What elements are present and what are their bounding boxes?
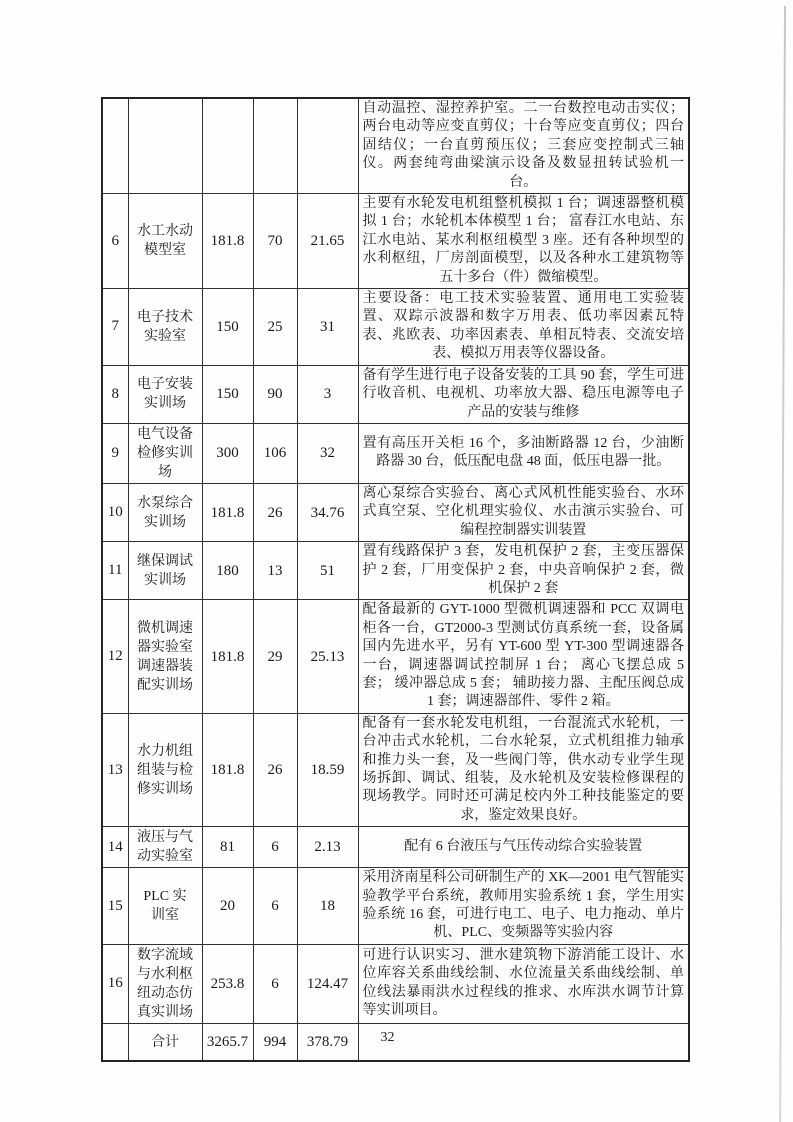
cell-qty: 106	[253, 423, 297, 483]
cell-desc: 置有线路保护 3 套，发电机保护 2 套，主变压器保护 2 套，厂用变保护 2 套，中央音响保护 2 套，微机保护 2 套	[358, 542, 689, 600]
cell-name: 继保调试实训场	[128, 542, 202, 600]
cell-name: 水力机组组装与检修实训场	[128, 713, 202, 826]
cell-value: 51	[297, 542, 358, 600]
table-row	[102, 542, 689, 600]
cell-area: 181.8	[202, 483, 253, 541]
cell-qty: 90	[253, 365, 297, 423]
cell-qty: 25	[253, 289, 297, 366]
cell-no: 14	[102, 827, 128, 868]
table-row	[102, 944, 689, 1023]
cell-qty: 6	[253, 868, 297, 945]
cell-qty: 26	[253, 713, 297, 826]
cell-value: 25.13	[297, 600, 358, 713]
cell-name: PLC 实训室	[128, 868, 202, 945]
table-row	[102, 713, 689, 826]
cell-value: 34.76	[297, 483, 358, 541]
table-row	[102, 483, 689, 541]
cell-value: 378.79	[297, 1023, 358, 1061]
cell-value: 18	[297, 868, 358, 945]
cell-no: 8	[102, 365, 128, 423]
cell-name: 电子技术实验室	[128, 289, 202, 366]
cell-no: 9	[102, 423, 128, 483]
page-number: 32	[380, 1030, 395, 1045]
equipment-table	[101, 97, 690, 1062]
cell-name: 液压与气动实验室	[128, 827, 202, 868]
scan-edge-artifact	[779, 6, 786, 1122]
cell-qty: 26	[253, 483, 297, 541]
cell-area: 300	[202, 423, 253, 483]
cell-no: 13	[102, 713, 128, 826]
cell-desc: 离心泵综合实验台、离心式风机性能实验台、水环式真空泵、空化机理实验仪、水击演示实验台、可编程控制器实训装置	[358, 483, 689, 541]
table-row	[102, 868, 689, 945]
cell-no: 7	[102, 289, 128, 366]
table-row	[102, 423, 689, 483]
cell-area: 150	[202, 365, 253, 423]
cell-no: 16	[102, 944, 128, 1023]
cell-area: 181.8	[202, 713, 253, 826]
equipment-table-body	[102, 98, 689, 1061]
cell-area	[202, 98, 253, 194]
cell-qty: 6	[253, 944, 297, 1023]
cell-area: 3265.7	[202, 1023, 253, 1061]
cell-value: 3	[297, 365, 358, 423]
cell-value: 18.59	[297, 713, 358, 826]
table-row	[102, 365, 689, 423]
cell-qty: 29	[253, 600, 297, 713]
cell-area: 150	[202, 289, 253, 366]
cell-desc: 自动温控、湿控养护室。二一台数控电动击实仪；两台电动等应变直剪仪；十台等应变直剪仪；四台固结仪；一台直剪预压仪；三套应变控制式三轴仪。两套纯弯曲梁演示设备及数显扭转试验机一台。	[358, 98, 689, 194]
cell-no: 10	[102, 483, 128, 541]
cell-qty: 994	[253, 1023, 297, 1061]
cell-desc: 主要有水轮发电机组整机模拟 1 台；调速器整机模拟 1 台；水轮机本体模型 1 台； 富春江水电站、东江水电站、某水利枢纽模型 3 座。还有各种坝型的水利枢纽，厂房剖面模型，以及各种水工建筑物等五十多台（件）微缩模型。	[358, 194, 689, 289]
cell-area: 81	[202, 827, 253, 868]
cell-qty: 70	[253, 194, 297, 289]
table-row	[102, 827, 689, 868]
cell-desc: 配备有一套水轮发电机组，一台混流式水轮机，一台冲击式水轮机，二台水轮泵，立式机组推力轴承和推力头一套，及一些阀门等，供水动专业学生现场拆卸、调试、组装，及水轮机及安装检修课程的现场教学。同时还可满足校内外工种技能鉴定的要求，鉴定效果良好。	[358, 713, 689, 826]
cell-desc: 配有 6 台液压与气压传动综合实验装置	[358, 827, 689, 868]
cell-desc: 采用济南星科公司研制生产的 XK—2001 电气智能实验教学平台系统，教师用实验系统 1 套，学生用实验系统 16 套，可进行电工、电子、电力拖动、单片机、PLC、变频器等实验内容	[358, 868, 689, 945]
cell-area: 180	[202, 542, 253, 600]
cell-name	[128, 98, 202, 194]
cell-name: 水泵综合实训场	[128, 483, 202, 541]
cell-area: 181.8	[202, 600, 253, 713]
cell-desc: 可进行认识实习、泄水建筑物下游消能工设计、水位库容关系曲线绘制、水位流量关系曲线绘制、单位线法暴雨洪水过程线的推求、水库洪水调节计算等实训项目。	[358, 944, 689, 1023]
cell-name: 电气设备检修实训场	[128, 423, 202, 483]
cell-qty: 6	[253, 827, 297, 868]
cell-value: 31	[297, 289, 358, 366]
cell-no: 6	[102, 194, 128, 289]
cell-name: 水工水动模型室	[128, 194, 202, 289]
cell-no	[102, 98, 128, 194]
cell-desc: 主要设备：电工技术实验装置、通用电工实验装置、双踪示波器和数字万用表、低功率因素瓦特表、兆欧表、功率因素表、单相瓦特表、交流安培表、模拟万用表等仪器设备。	[358, 289, 689, 366]
table-row	[102, 98, 689, 194]
cell-no: 11	[102, 542, 128, 600]
cell-area: 20	[202, 868, 253, 945]
cell-area: 181.8	[202, 194, 253, 289]
cell-qty: 13	[253, 542, 297, 600]
table-row	[102, 194, 689, 289]
cell-name: 数字流域与水利枢纽动态仿真实训场	[128, 944, 202, 1023]
cell-desc: 备有学生进行电子设备安装的工具 90 套，学生可进行收音机、电视机、功率放大器、稳压电源等电子产品的安装与维修	[358, 365, 689, 423]
cell-value	[297, 98, 358, 194]
cell-area: 253.8	[202, 944, 253, 1023]
table-row	[102, 289, 689, 366]
cell-name: 微机调速器实验室调速器装配实训场	[128, 600, 202, 713]
cell-value: 21.65	[297, 194, 358, 289]
cell-value: 32	[297, 423, 358, 483]
cell-desc: 配备最新的 GYT-1000 型微机调速器和 PCC 双调电柜各一台，GT2000-3 型测试仿真系统一套，设备属国内先进水平，另有 YT-600 型 YT-300 型调速器各一台，调速器调试控制屏 1 台； 离心飞摆总成 5 套； 缓冲器总成 5 套； 辅助接力器、主配压阀总成 1 套；调速器部件、零件 2 箱。	[358, 600, 689, 713]
table-row	[102, 600, 689, 713]
cell-desc: 置有高压开关柜 16 个，多油断路器 12 台，少油断路器 30 台，低压配电盘 48 面，低压电器一批。	[358, 423, 689, 483]
cell-name: 电子安装实训场	[128, 365, 202, 423]
cell-no: 15	[102, 868, 128, 945]
cell-name: 合计	[128, 1023, 202, 1061]
cell-value: 124.47	[297, 944, 358, 1023]
cell-no: 12	[102, 600, 128, 713]
cell-value: 2.13	[297, 827, 358, 868]
cell-qty	[253, 98, 297, 194]
